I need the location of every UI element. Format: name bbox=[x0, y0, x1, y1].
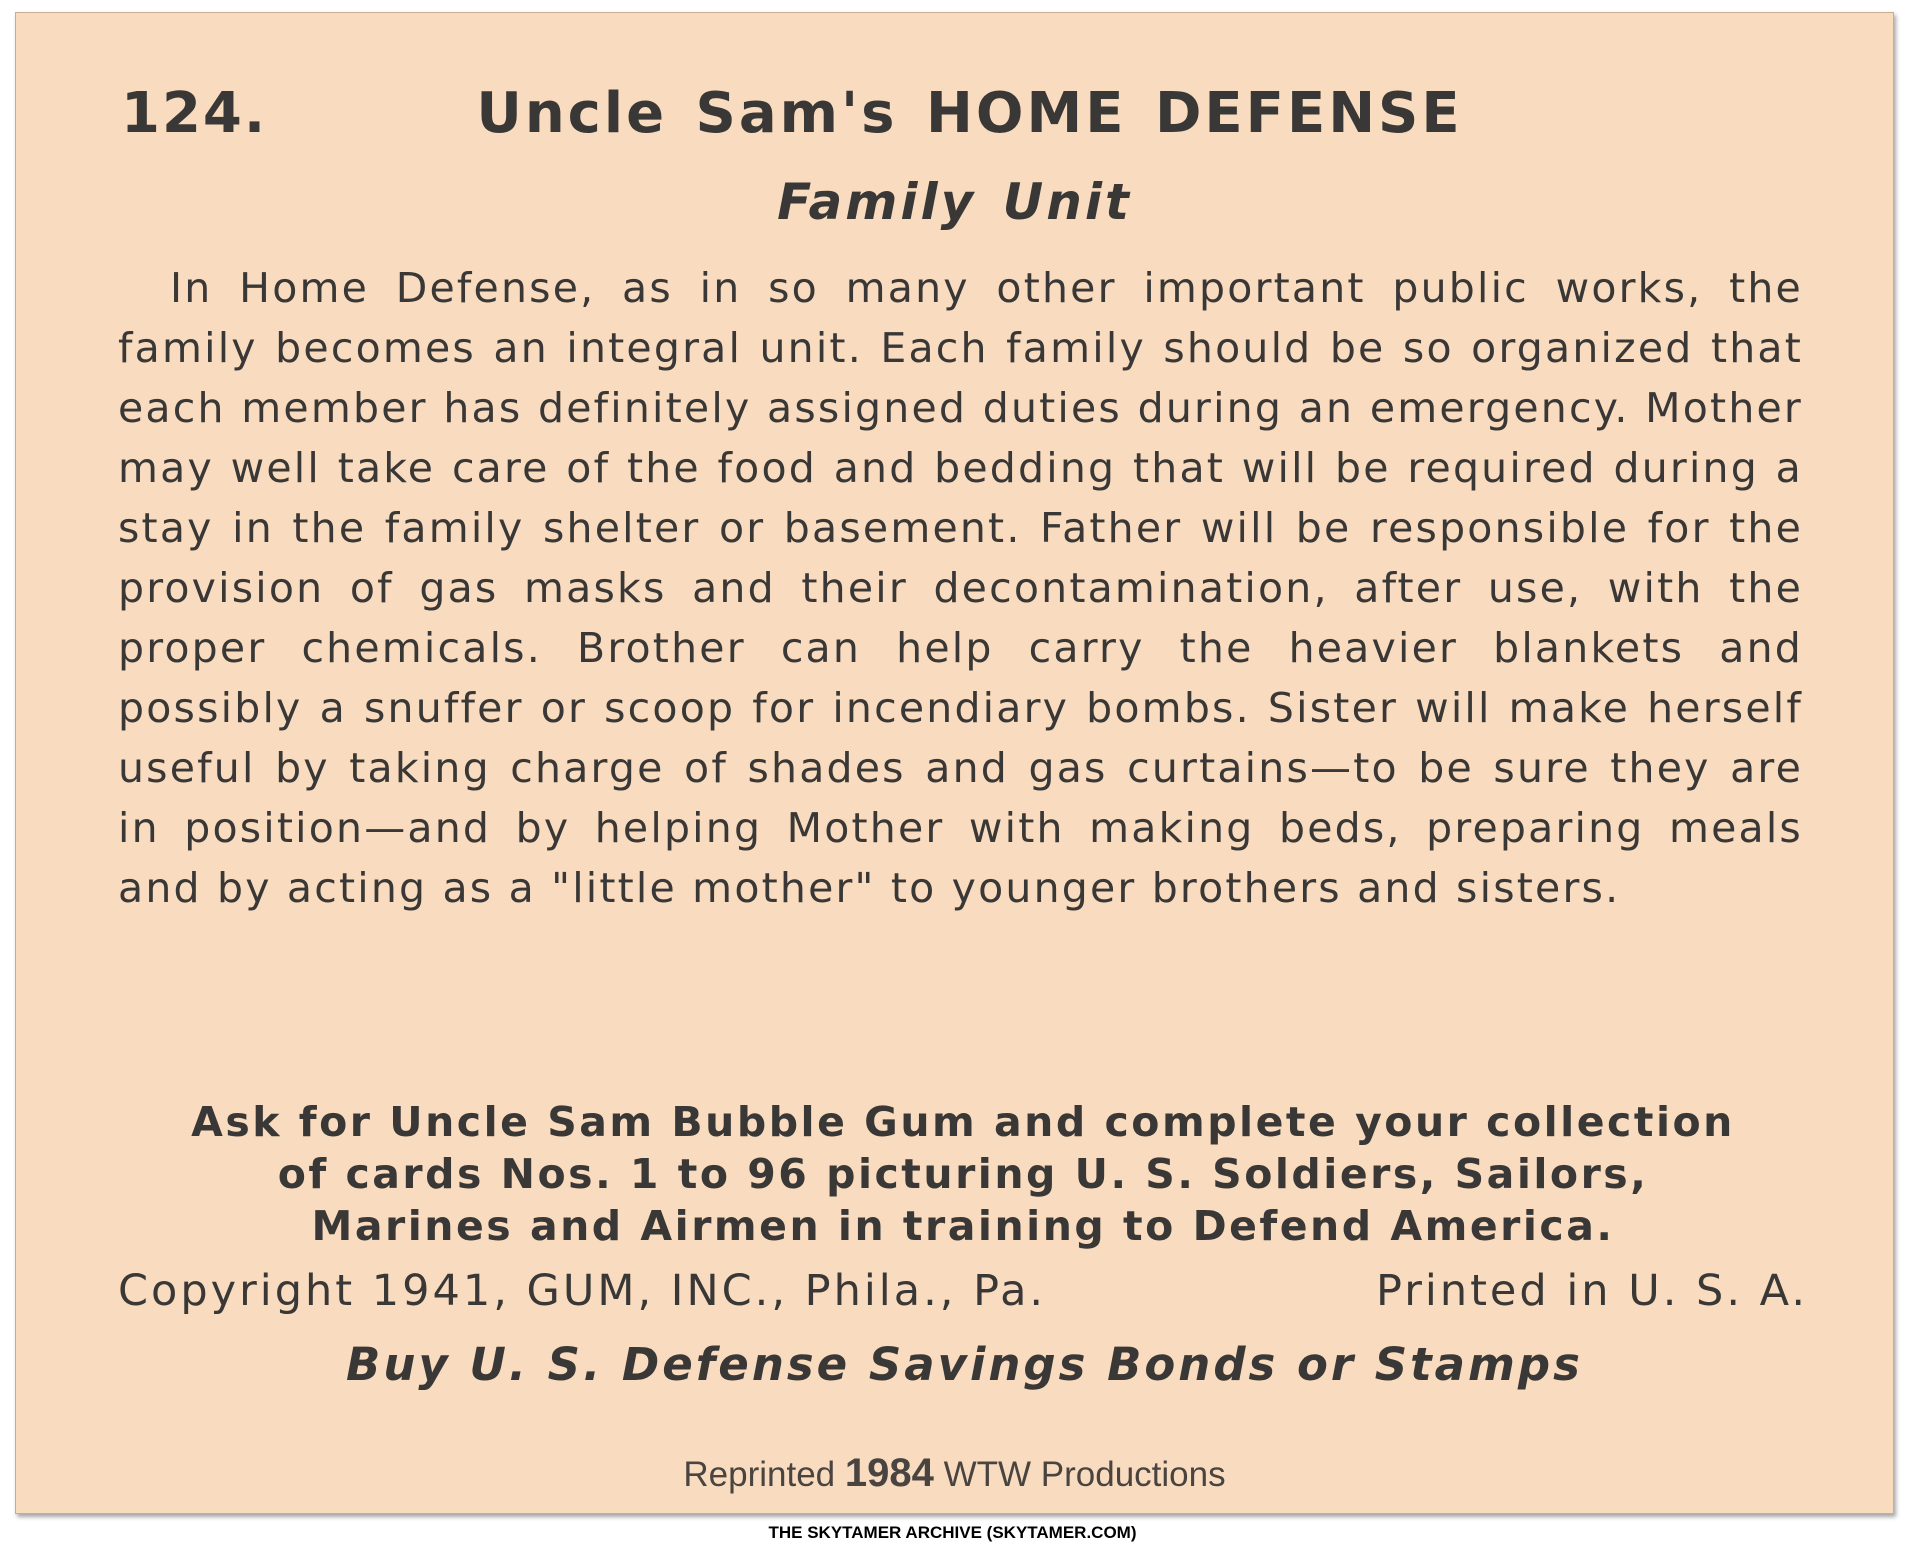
promo-line: Ask for Uncle Sam Bubble Gum and complete your collection bbox=[191, 1098, 1735, 1146]
body-paragraph: In Home Defense, as in so many other important public works, the family becomes an integral unit. Each family should be so organized that each member has definitely assigned duties during an emergency. Mother may well take care of the food and bedding that will be required during a stay in the family shelter or basement. Father will be responsible for the provision of gas masks and their decontamination, after use, with the proper chemicals. Brother can help carry the heavier blankets and possibly a snuffer or scoop for incendiary bombs. Sister will make herself useful by taking charge of shades and gas curtains—to be sure they are in position—and by helping Mother with making beds, preparing meals and by acting as a "little mother" to younger brothers and sisters. bbox=[118, 264, 1803, 912]
archive-credit: THE SKYTAMER ARCHIVE (SKYTAMER.COM) bbox=[768, 1523, 1137, 1542]
bonds-slogan: Buy U. S. Defense Savings Bonds or Stamps bbox=[346, 1338, 1583, 1391]
promo-line: of cards Nos. 1 to 96 picturing U. S. Soldiers, Sailors, bbox=[277, 1150, 1649, 1198]
copyright-text: Copyright 1941, GUM, INC., Phila., Pa. bbox=[118, 1266, 1047, 1316]
promo-block bbox=[118, 1096, 1808, 1252]
card-back bbox=[15, 12, 1894, 1514]
reprint-year: 1984 bbox=[844, 1451, 934, 1495]
card-title: Uncle Sam's HOME DEFENSE bbox=[476, 81, 1463, 146]
card-subtitle: Family Unit bbox=[777, 173, 1132, 231]
card-body bbox=[118, 258, 1803, 918]
printed-in-text: Printed in U. S. A. bbox=[1376, 1266, 1808, 1316]
reprint-suffix: WTW Productions bbox=[943, 1455, 1226, 1494]
promo-line: Marines and Airmen in training to Defend America. bbox=[311, 1202, 1615, 1250]
card-number: 124. bbox=[121, 81, 268, 146]
reprint-prefix: Reprinted bbox=[683, 1455, 836, 1494]
reprint-notice bbox=[16, 1451, 1893, 1496]
